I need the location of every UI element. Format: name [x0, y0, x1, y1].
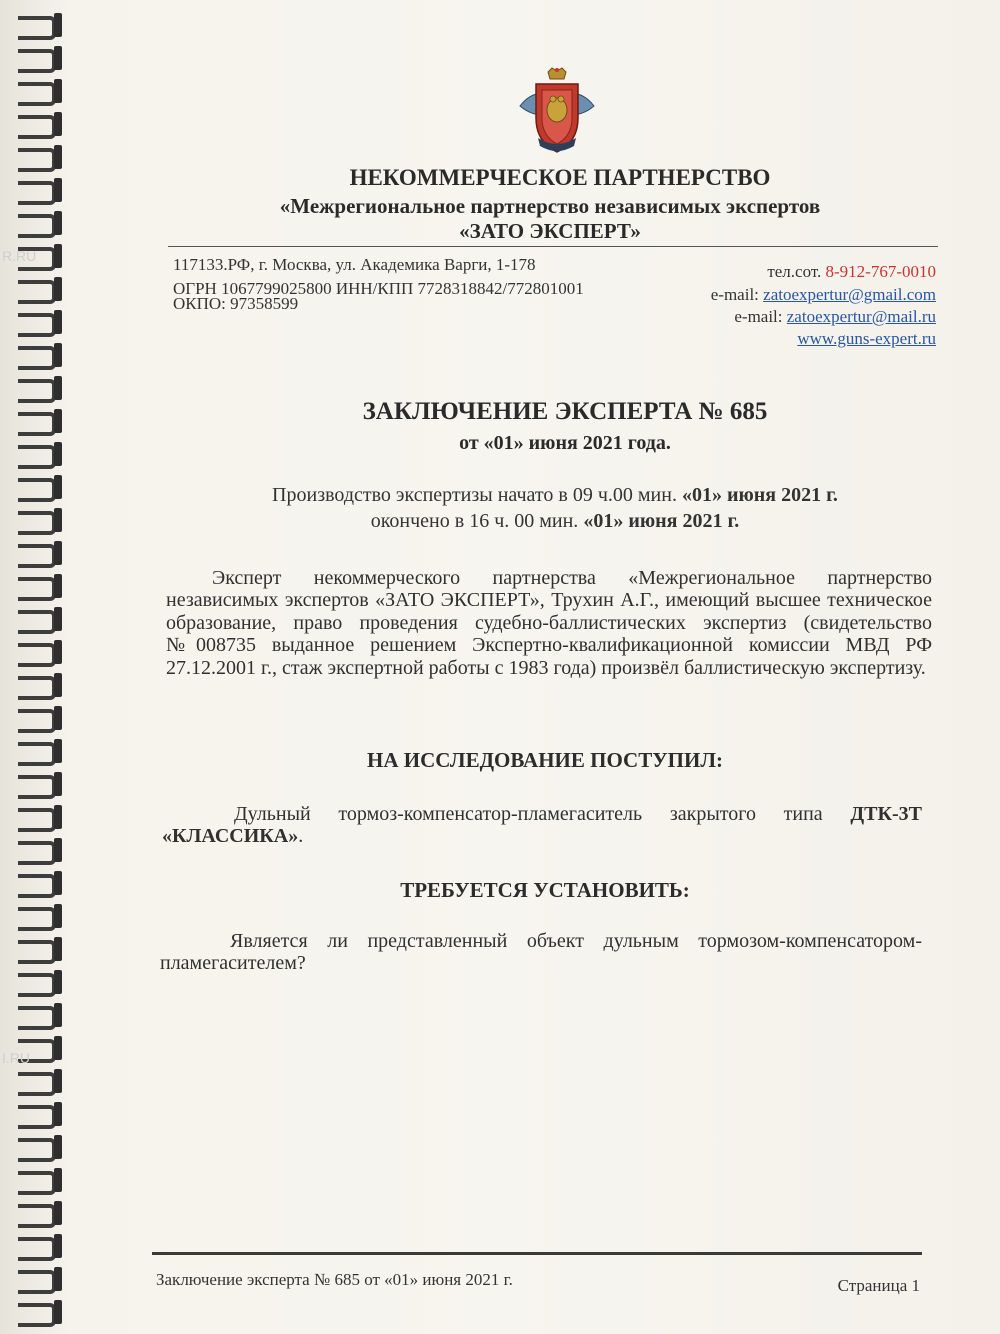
organization-short-name: «ЗАТО ЭКСПЕРТ»	[459, 219, 641, 243]
item-description: Дульный тормоз-компенсатор-пламегаситель закрытого типа	[234, 803, 823, 825]
page-number: Страница 1	[837, 1276, 920, 1295]
binding-ring-loop	[18, 478, 56, 502]
binding-ring-loop	[18, 49, 56, 73]
binding-ring	[18, 637, 62, 667]
binding-ring	[18, 967, 62, 997]
binding-ring-loop	[18, 742, 56, 766]
binding-ring-loop	[18, 544, 56, 568]
binding-ring	[18, 439, 62, 469]
received-item-paragraph	[162, 803, 922, 848]
binding-ring-loop	[18, 16, 56, 40]
binding-ring	[18, 142, 62, 172]
binding-ring-loop	[18, 808, 56, 832]
binding-hole	[54, 112, 62, 136]
binding-ring	[18, 670, 62, 700]
document-date: от «01» июня 2021 года.	[459, 432, 671, 454]
start-date: «01» июня 2021 г.	[681, 484, 838, 506]
binding-hole	[54, 475, 62, 499]
binding-ring	[18, 1099, 62, 1129]
website-line	[797, 329, 936, 349]
binding-ring-loop	[18, 907, 56, 931]
question-paragraph: Является ли представленный объект дульным тормозом-компенсатором-пламегасителем?	[160, 930, 922, 975]
spiral-binding	[0, 0, 72, 1334]
section-heading-received: НА ИССЛЕДОВАНИЕ ПОСТУПИЛ:	[367, 748, 723, 772]
binding-ring	[18, 307, 62, 337]
binding-ring	[18, 505, 62, 535]
binding-ring	[18, 10, 62, 40]
binding-ring	[18, 340, 62, 370]
binding-hole	[54, 706, 62, 730]
binding-ring-loop	[18, 115, 56, 139]
binding-ring-loop	[18, 1303, 56, 1327]
binding-hole	[54, 244, 62, 268]
binding-ring	[18, 934, 62, 964]
email-link-mailru[interactable]: zatoexpertur@mail.ru	[786, 307, 936, 326]
binding-ring-loop	[18, 709, 56, 733]
okpo-line: ОКПО: 97358599	[173, 294, 299, 313]
binding-ring	[18, 901, 62, 931]
item-end: .	[298, 825, 304, 848]
binding-ring-loop	[18, 940, 56, 964]
binding-hole	[54, 79, 62, 103]
start-text: Производство экспертизы начато в 09 ч.00 мин.	[272, 484, 677, 506]
binding-hole	[54, 13, 62, 37]
binding-hole	[54, 970, 62, 994]
binding-hole	[54, 46, 62, 70]
binding-ring	[18, 571, 62, 601]
phone-number: 8-912-767-0010	[825, 262, 936, 281]
binding-hole	[54, 1036, 62, 1060]
binding-ring-loop	[18, 511, 56, 535]
binding-ring-loop	[18, 775, 56, 799]
email-link-gmail[interactable]: zatoexpertur@gmail.com	[763, 285, 936, 304]
binding-hole	[54, 838, 62, 862]
ghost-watermark-text: R.RU	[2, 248, 37, 264]
binding-hole	[54, 1069, 62, 1093]
binding-ring-loop	[18, 841, 56, 865]
binding-hole	[54, 1135, 62, 1159]
binding-ring-loop	[18, 1105, 56, 1129]
binding-ring	[18, 835, 62, 865]
binding-hole	[54, 145, 62, 169]
binding-ring	[18, 802, 62, 832]
binding-hole	[54, 871, 62, 895]
binding-ring-loop	[18, 1171, 56, 1195]
binding-hole	[54, 1168, 62, 1192]
binding-hole	[54, 277, 62, 301]
binding-hole	[54, 1003, 62, 1027]
binding-ring	[18, 43, 62, 73]
binding-ring	[18, 76, 62, 106]
binding-ring	[18, 274, 62, 304]
binding-ring	[18, 769, 62, 799]
binding-ring-loop	[18, 379, 56, 403]
binding-ring	[18, 1066, 62, 1096]
binding-ring-loop	[18, 445, 56, 469]
header-separator	[168, 246, 938, 247]
binding-ring-loop	[18, 346, 56, 370]
binding-hole	[54, 376, 62, 400]
binding-hole	[54, 739, 62, 763]
binding-ring-loop	[18, 1237, 56, 1261]
binding-ring	[18, 472, 62, 502]
binding-ring-loop	[18, 643, 56, 667]
binding-ring	[18, 373, 62, 403]
footer-document-reference: Заключение эксперта № 685 от «01» июня 2021 г.	[156, 1270, 513, 1289]
binding-ring-loop	[18, 1204, 56, 1228]
binding-hole	[54, 937, 62, 961]
binding-ring-loop	[18, 610, 56, 634]
binding-hole	[54, 673, 62, 697]
binding-hole	[54, 1300, 62, 1324]
binding-ring-loop	[18, 577, 56, 601]
footer-separator	[152, 1252, 922, 1255]
address-line: 117133.РФ, г. Москва, ул. Академика Варги, 1-178	[173, 255, 536, 274]
binding-ring-loop	[18, 181, 56, 205]
binding-hole	[54, 508, 62, 532]
binding-ring-loop	[18, 148, 56, 172]
binding-ring-loop	[18, 973, 56, 997]
binding-hole	[54, 211, 62, 235]
emblem-svg	[514, 66, 600, 158]
item-name: ДТК-3Т «КЛАССИКА»	[162, 803, 922, 848]
binding-hole	[54, 904, 62, 928]
organization-type: НЕКОММЕРЧЕСКОЕ ПАРТНЕРСТВО	[349, 165, 771, 190]
ogrn-inn-line: ОГРН 1067799025800 ИНН/КПП 7728318842/772801001	[173, 279, 584, 298]
binding-hole	[54, 343, 62, 367]
binding-hole	[54, 310, 62, 334]
phone-line	[767, 262, 936, 282]
binding-ring-loop	[18, 676, 56, 700]
binding-ring	[18, 736, 62, 766]
section-heading-required: ТРЕБУЕТСЯ УСТАНОВИТЬ:	[400, 878, 690, 902]
binding-ring	[18, 175, 62, 205]
binding-hole	[54, 607, 62, 631]
binding-ring-loop	[18, 280, 56, 304]
binding-ring	[18, 406, 62, 436]
binding-ring	[18, 1231, 62, 1261]
end-date: «01» июня 2021 г.	[583, 510, 740, 532]
binding-ring-loop	[18, 214, 56, 238]
expert-paragraph: Эксперт некоммерческого партнерства «Межрегиональное партнерство независимых экспертов «ЗАТО ЭКСПЕРТ», Трухин А.Г., имеющий высшее техническое образование, право проведения судебно-баллистических экспертиз (свидетельство №008735 выданное решением Экспертно-квалификационной комиссии МВД РФ 27.12.2001 г., стаж экспертной работы с 1983 года) произвёл баллистическую экспертизу.	[166, 567, 932, 679]
email-label: e-mail:	[734, 307, 783, 326]
binding-ring	[18, 1198, 62, 1228]
binding-ring	[18, 868, 62, 898]
phone-label: тел.сот.	[767, 262, 822, 281]
binding-ring	[18, 1264, 62, 1294]
organization-full-name: «Межрегиональное партнерство независимых экспертов	[279, 194, 821, 218]
binding-hole	[54, 1234, 62, 1258]
end-text: окончено в 16 ч. 00 мин.	[370, 510, 579, 532]
website-link[interactable]: www.guns-expert.ru	[797, 329, 936, 348]
binding-ring	[18, 703, 62, 733]
binding-ring	[18, 1132, 62, 1162]
binding-ring-loop	[18, 1006, 56, 1030]
binding-hole	[54, 574, 62, 598]
binding-ring	[18, 1000, 62, 1030]
binding-hole	[54, 442, 62, 466]
email-line-1	[711, 285, 936, 305]
binding-ring	[18, 538, 62, 568]
binding-ring-loop	[18, 82, 56, 106]
binding-ring-loop	[18, 313, 56, 337]
binding-ring	[18, 109, 62, 139]
binding-hole	[54, 805, 62, 829]
binding-hole	[54, 1201, 62, 1225]
binding-ring	[18, 1165, 62, 1195]
binding-ring	[18, 208, 62, 238]
document-title: ЗАКЛЮЧЕНИЕ ЭКСПЕРТА № 685	[362, 398, 768, 425]
binding-ring-loop	[18, 874, 56, 898]
binding-ring	[18, 1297, 62, 1327]
binding-ring-loop	[18, 412, 56, 436]
binding-ring-loop	[18, 1270, 56, 1294]
binding-hole	[54, 178, 62, 202]
binding-ring	[18, 604, 62, 634]
binding-hole	[54, 1267, 62, 1291]
binding-hole	[54, 772, 62, 796]
binding-ring-loop	[18, 1072, 56, 1096]
binding-hole	[54, 1102, 62, 1126]
ghost-watermark-text: I.RU	[2, 1050, 30, 1066]
email-line-2	[734, 307, 936, 327]
binding-ring-loop	[18, 1138, 56, 1162]
organization-emblem-icon	[514, 66, 600, 158]
email-label: e-mail:	[710, 285, 759, 304]
binding-hole	[54, 409, 62, 433]
expertise-end-line	[150, 510, 960, 533]
binding-hole	[54, 541, 62, 565]
binding-hole	[54, 640, 62, 664]
expertise-start-line	[150, 484, 960, 507]
